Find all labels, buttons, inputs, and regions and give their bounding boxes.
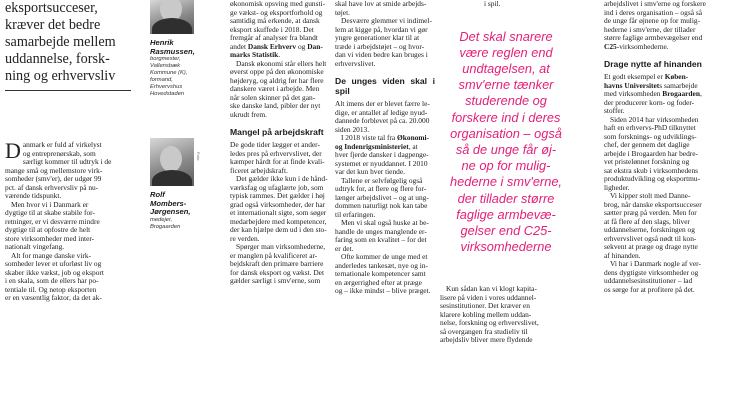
company-name: Dansk Erhverv <box>247 41 297 51</box>
text-line: for dansk eksport og vækst. Det <box>230 267 325 277</box>
text-line: bejdskraft den primære barriere <box>230 259 324 268</box>
text-line: erhvervslivet også nødt til kon- <box>604 233 697 243</box>
quote-line: faglige armbevæ- <box>456 206 556 222</box>
text-line: træde i arbejdstøjet – og hvor- <box>335 41 425 51</box>
text-line: dygtige til at opfostre de helt <box>5 225 91 234</box>
text-line: der producerer korn- og foder- <box>604 97 695 107</box>
text-line: dige, er antallet af ledige nyud- <box>335 107 428 117</box>
author-name <box>150 39 202 56</box>
name-line: Mombers- <box>150 198 187 208</box>
paragraph <box>604 192 740 260</box>
text-line: længer arbejdslivet – og at ung- <box>335 192 429 202</box>
author-photo <box>150 138 194 186</box>
section-subheading: De unges viden skal i spil <box>335 76 435 96</box>
text-line: Siden 2014 har virksomheden <box>610 114 699 124</box>
text-line: Vi har i Danmark nogle af ver- <box>610 259 701 268</box>
text-line: værksfag og ufaglærte job, som <box>230 182 324 192</box>
text-line: dommen naturligt nok kan tabe <box>335 201 428 210</box>
text-line: sekvent at præge og drage nytte <box>604 242 698 251</box>
text-line: og entreprenørskab, som <box>22 148 96 158</box>
quote-line: undtagelsen, at <box>462 60 550 76</box>
text-line: brog, når danske eksportsucceser <box>604 199 702 209</box>
text-line: øverst oppe på den økonomiske <box>230 67 324 76</box>
text-line: Ofte kommer de unge med et <box>341 252 428 261</box>
text-fragment: Et godt eksempel er <box>604 72 665 81</box>
text-line: større faglige armbevægelser end <box>604 33 703 42</box>
text-line: faring som en kvalitet – for det <box>335 235 427 244</box>
text-line: andet <box>230 41 247 51</box>
headline-line: eksportsuccеser, <box>5 0 98 16</box>
text-line: erhvervslivet. <box>335 58 376 68</box>
quote-line: der tillader større <box>457 190 555 206</box>
paragraph <box>230 243 332 286</box>
name-line: Rasmussen, <box>150 46 195 56</box>
text-line: nelse, forskning og erhvervslivet, <box>440 318 539 328</box>
text-line: somheder (smv'er), der udgør 99 <box>5 174 102 183</box>
text-line: udtryk for, at flere og flere for- <box>335 184 427 193</box>
pull-quote <box>440 29 572 256</box>
text-line: er det. <box>335 243 354 253</box>
text-line: som forsknings- og udviklings- <box>604 131 697 141</box>
text-fragment: , <box>699 89 702 98</box>
quote-line: smv'erne tænker <box>458 77 554 93</box>
text-line: typisk rammes. Det gælder i høj <box>230 191 325 200</box>
text-fragment: s samarbejde <box>659 80 698 90</box>
text-line: haft en erhvervs-PhD tilknyttet <box>604 123 696 132</box>
paragraph <box>335 134 435 177</box>
quote-line: være reglen end <box>459 44 553 60</box>
body-text <box>440 285 572 345</box>
name-line: Rolf <box>150 190 165 199</box>
text-line: dens dygtigste virksomheder og <box>604 267 699 277</box>
quote-line: Det skal snarere <box>459 28 553 44</box>
title-line: medejer, <box>150 216 173 223</box>
quote-line: ne op for mulig- <box>461 158 551 174</box>
text-line: når solen skinner på det gan- <box>230 92 316 102</box>
text-fragment-top <box>440 0 572 9</box>
text-line: danskere været i arbejde. Men <box>230 84 320 93</box>
text-line: Vi kipper stolt med Danne- <box>610 191 691 200</box>
text-fragment: og <box>296 41 308 51</box>
text-line: uddannelsesinstitutioner – lad <box>604 276 693 285</box>
text-line: af hinanden. <box>604 250 641 260</box>
text-line: yngre generationer klar til at <box>335 33 420 42</box>
text-line: re verden. <box>230 233 260 243</box>
text-line: sesinstitutioner. Det kræver en <box>440 301 530 311</box>
quote-line: hederne i smv'erne, <box>450 174 562 190</box>
text-line: i en skala, som de ellers har po- <box>5 276 99 285</box>
pull-quote-column <box>440 0 572 419</box>
text-fragment: , at <box>408 141 418 151</box>
article-column-3 <box>230 0 332 419</box>
article-column-6 <box>604 0 740 419</box>
title-line: Hovedstaden <box>150 91 185 97</box>
text-line: til erfaringen. <box>335 209 376 219</box>
text-line: ske danske land, pibler der nyt <box>230 101 321 110</box>
text-line: handle de unges manglende er- <box>335 226 427 236</box>
text-line: Men vi skal også huske at be- <box>341 218 429 227</box>
text-line: uddannelserne, forskningen og <box>604 225 695 234</box>
text-line: Spørger man virksomhederne, <box>236 242 326 251</box>
text-line: grad også virksomheder, der har <box>230 199 326 209</box>
text-line: sætter præg på verden. Men for <box>604 208 697 217</box>
author-bio <box>150 191 202 231</box>
quote-line: forskere ind i deres <box>451 109 561 125</box>
institution-name: havns Universitet <box>604 80 660 90</box>
text-line: tentiale til. Og netop eksporten <box>5 284 97 294</box>
text-line: ledes pres på erhvervslivet, der <box>230 148 322 158</box>
paragraph <box>335 100 435 134</box>
text-line: ligheder. <box>604 182 630 192</box>
paragraph <box>5 201 133 252</box>
quote-line: studerende og <box>465 93 547 109</box>
text-line: stoffer. <box>604 106 625 115</box>
text-line: hederne i smv'erne, der tillader <box>604 24 696 34</box>
text-line: siden 2013. <box>335 124 370 134</box>
headline-divider <box>5 90 131 91</box>
text-line: dannede forblevet på ca. 20.000 <box>335 116 430 125</box>
text-line: at få flere af den slags, bliver <box>604 216 690 226</box>
title-line: Brogaarden <box>150 223 181 230</box>
paragraph <box>335 0 435 17</box>
paragraph <box>230 60 332 120</box>
text-line: produktudvikling og eksportmu- <box>604 174 701 183</box>
headline-line: ning og erhvervsliv <box>5 68 116 84</box>
index-name: C25 <box>604 41 617 51</box>
title-line: borgmester, <box>150 56 181 62</box>
text-line: medarbejdere med kompetencer, <box>230 216 327 226</box>
text-line: nationalt vingefang. <box>5 242 65 251</box>
text-fragment: I 2018 viste tal fra <box>341 133 398 142</box>
text-line: lem at kigge på, hvordan vi gør <box>335 24 428 34</box>
text-line: retninger, er vi desværre mindre <box>5 216 100 226</box>
text-line: anmark er fuld af virkelyst <box>22 140 102 149</box>
text-line: er manglen på kvalificeret ar- <box>230 250 318 260</box>
paragraph <box>5 252 133 303</box>
author-bios <box>150 0 202 419</box>
text-line: Det gælder ikke kun i de hånd- <box>236 174 328 183</box>
section-subheading: Mangel på arbejdskraft <box>230 127 324 137</box>
article-column-1 <box>5 0 133 419</box>
text-line: og – ikke mindst – blive præget. <box>335 286 431 295</box>
section-subheading: Drage nytte af hinanden <box>604 59 702 69</box>
text-line: Alt for mange danske virk- <box>11 250 92 260</box>
text-line: et internationalt sigte, som søger <box>230 208 327 217</box>
title-line: formand, <box>150 77 173 83</box>
text-line: Dansk økonomi står ellers helt <box>236 58 327 68</box>
headline-line: samarbejde mellem <box>5 34 116 50</box>
text-line: store virksomheder med inter- <box>5 233 95 243</box>
text-line: chef, der gennem det daglige <box>604 140 690 149</box>
quote-line: så de unge får øj- <box>455 141 557 157</box>
quote-line: gelser end C25- <box>460 222 552 238</box>
body-text <box>5 138 133 303</box>
paragraph <box>230 175 332 243</box>
text-line: samtidig må erkende, at dansk <box>230 16 320 25</box>
text-line: ukrudt frem. <box>230 109 267 119</box>
text-line: ficeret arbejdskraft. <box>230 165 288 175</box>
text-line: skaber ikke vækst, job og eksport <box>5 267 104 277</box>
paragraph <box>604 260 740 294</box>
text-line: somheder lever et uforløst liv og <box>5 259 102 268</box>
text-fragment: . <box>278 50 281 59</box>
text-line: en ærgerrighed efter at præge <box>335 277 422 287</box>
text-line: sat ekstra skub i virksomhedens <box>604 165 699 175</box>
text-line: gælder særligt i smv'erne, som <box>230 276 321 285</box>
text-line: der kan hjælpe dem ud i den sto- <box>230 225 327 234</box>
text-line: kæmper hårdt for at finde kvali- <box>230 157 325 166</box>
text-line: anderledes tankesæt, nye og in- <box>335 260 428 270</box>
drop-cap: D <box>5 138 21 163</box>
company-name: Brogaarden <box>662 89 700 98</box>
paragraph <box>604 73 740 116</box>
text-line: os sørge for at profitere på det. <box>604 284 695 294</box>
paragraph <box>230 141 332 175</box>
paragraph <box>335 17 435 68</box>
text-line: i spil. <box>484 0 501 8</box>
paragraph <box>335 219 435 253</box>
text-line: mange små og mellemstore virk- <box>5 165 103 175</box>
paragraph <box>5 138 133 201</box>
company-name: marks Statistik <box>230 50 279 59</box>
text-line: ternationale kompetencer samt <box>335 269 426 278</box>
author-title <box>150 56 202 98</box>
text-line: ge vækst- og eksportforhold og <box>230 7 323 17</box>
name-line: Jørgensen, <box>150 207 191 216</box>
text-line: hver fjerde dansker i dagpenge- <box>335 150 429 159</box>
title-line: Vallensbæk <box>150 63 181 69</box>
paragraph <box>335 253 435 296</box>
paragraph <box>335 177 435 220</box>
text-line: økonomisk opsving med gunsti- <box>230 0 326 8</box>
title-line: Kommune (K), <box>150 70 188 76</box>
ministry-name: Økonomi- <box>397 133 430 142</box>
paragraph <box>440 285 572 345</box>
text-line: dan vi viden bedre kan bruges i <box>335 50 428 59</box>
text-line: tøjet. <box>335 7 350 17</box>
text-line: arbejdslivet i smv'erne og forskere <box>604 0 706 8</box>
author-name <box>150 191 202 217</box>
paragraph <box>230 0 332 60</box>
text-line: dygtige til at skabe stabile for- <box>5 208 95 217</box>
text-line: systemet er nyuddannet. I 2010 <box>335 158 428 168</box>
author-photo <box>150 0 194 34</box>
text-line: ind i deres organisation – også så <box>604 7 702 17</box>
author-title <box>150 217 202 231</box>
text-fragment: med virksomheden <box>604 89 663 98</box>
quote-line: virksomhederne <box>460 239 552 255</box>
text-line: Kun sådan kan vi klogt kapita- <box>446 284 537 294</box>
text-line: Tallene er selvfølgelig også <box>341 175 423 185</box>
text-line: højderyg, og aldrig før har flere <box>230 75 324 85</box>
text-line: værende tidspunkt. <box>5 191 62 200</box>
text-line: eksport skuffede i 2018. Det <box>230 24 314 34</box>
text-line: arbejde i Brogaarden har bedre- <box>604 148 698 158</box>
name-line: Henrik <box>150 38 174 47</box>
text-line: fremgår af analyser fra blandt <box>230 33 318 42</box>
text-line: pct. af dansk erhvervsliv på nu- <box>5 182 99 192</box>
company-name: Dan- <box>307 41 323 51</box>
text-fragment: -virksomhederne. <box>616 41 669 51</box>
text-line: Alt imens der er blevet færre le- <box>335 99 430 108</box>
text-line: skal have lov at smide arbejds- <box>335 0 427 8</box>
institution-name: Køben- <box>664 72 689 81</box>
text-line: så overgangen fra studieliv til <box>440 326 528 336</box>
text-line: Desværre glemmer vi indimel- <box>341 16 432 25</box>
text-line: Men hvor vi i Danmark er <box>11 199 89 209</box>
text-line: De gode tider lægger et ander- <box>230 140 320 149</box>
text-line: lisere på viden i vores uddannel- <box>440 292 537 302</box>
author-bio <box>150 39 202 98</box>
text-line: er en væsentlig faktor, da det ak- <box>5 293 102 302</box>
text-line: særligt kommer til udtryk i de <box>22 157 112 166</box>
article-headline <box>5 0 133 85</box>
text-line: vet pristelønnet forskning og <box>604 157 690 166</box>
text-line: arbejdsliv bliver mere flydende <box>440 335 533 345</box>
text-line: var det kun hver tiende. <box>335 167 405 176</box>
quote-line: organisation – også <box>450 125 562 141</box>
title-line: Erhvervshus <box>150 84 183 90</box>
paragraph <box>604 116 740 193</box>
text-line: de unge får øjnene op for mulig- <box>604 16 701 25</box>
ministry-name: og Indenrigsministeriet <box>335 141 409 151</box>
article-column-4 <box>335 0 435 419</box>
headline-line: kræver det bedre <box>5 17 101 33</box>
text-line: klarere kobling mellem uddan- <box>440 309 532 319</box>
paragraph <box>604 0 740 51</box>
headline-line: uddannelse, forsk- <box>5 51 110 67</box>
photo-credit: Foto: <box>196 152 201 162</box>
